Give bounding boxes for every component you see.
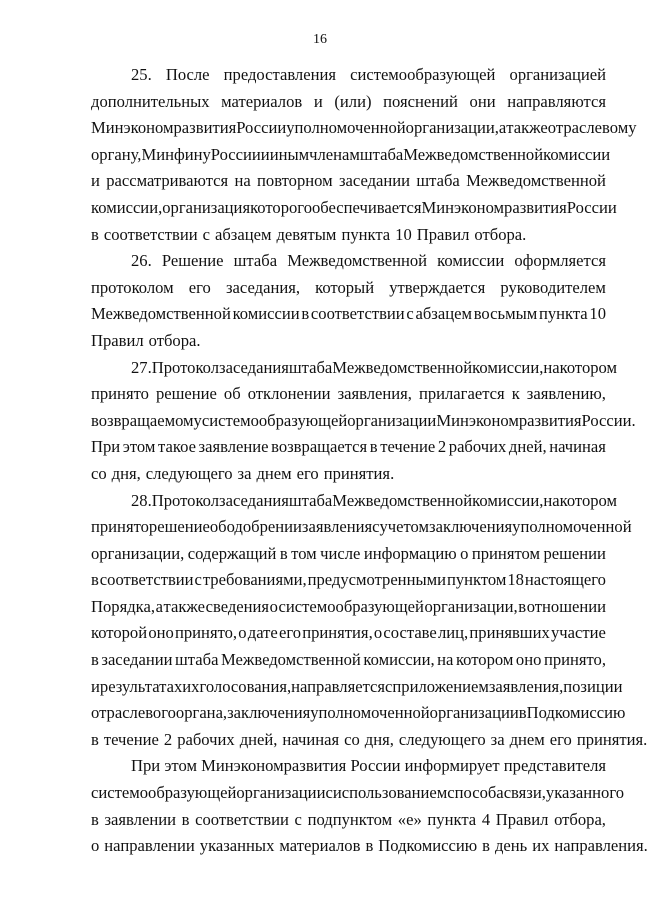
page-number: 16 [313,32,327,47]
text-line: принято решение об отклонении заявления, прилагается к заявлению, [91,384,606,404]
text-line: Правил отбора. [91,330,201,350]
text-line: 25. После предоставления системообразующей организацией [131,65,606,84]
text-line: При этом такое заявление возвращается в течение 2 рабочих дней, начиная [91,437,606,457]
document-body [91,62,648,860]
text-line: в заявлении в соответствии с подпунктом «е» пункта 4 Правил отбора, [91,809,606,829]
paragraph [91,488,648,754]
paragraph [91,248,606,354]
text-line: которой оно принято, о дате его принятия, о составе лиц, принявших участие [91,623,606,643]
text-line: При этом Минэкономразвития России информирует представителя [131,756,606,776]
text-line: отраслевого органа, заключения уполномоченной организации в Подкомиссию [91,703,626,723]
text-line: 28. Протокол заседания штаба Межведомственной комиссии, на котором [131,490,618,510]
paragraph [91,355,636,488]
text-line: 27. Протокол заседания штаба Межведомственной комиссии, на котором [131,357,618,377]
text-line: системообразующей организации с использованием способа связи, указанного [91,783,625,803]
text-line: и рассматриваются на повторном заседании штаба Межведомственной [91,171,606,191]
text-line: комиссии, организация которого обеспечивается Минэкономразвития России [91,197,617,217]
text-line: 26. Решение штаба Межведомственной комиссии оформляется [131,251,606,271]
text-line: Порядка, а также сведения о системообразующей организации, в отношении [91,596,606,616]
text-line: протоколом его заседания, который утверждается руководителем [91,277,606,297]
paragraph [91,62,637,248]
text-line: в соответствии с требованиями, предусмотренными пунктом 18 настоящего [91,570,606,590]
text-line: принято решение об одобрении заявления с учетом заключения уполномоченной [91,517,632,537]
text-line: и результатах их голосования, направляется с приложением заявления, позиции [91,676,623,696]
text-line: возвращаемому системообразующей организации Минэкономразвития России. [91,410,636,430]
text-line: Минэкономразвития России уполномоченной организации, а также отраслевому [91,118,637,138]
text-line: дополнительных материалов и (или) пояснений они направляются [91,91,606,111]
text-line: в течение 2 рабочих дней, начиная со дня, следующего за днем его принятия. [91,729,648,749]
text-line: в соответствии с абзацем девятым пункта 10 Правил отбора. [91,224,527,244]
text-line: со дня, следующего за днем его принятия. [91,463,395,483]
paragraph [91,753,648,859]
text-line: Межведомственной комиссии в соответствии с абзацем восьмым пункта 10 [91,304,606,324]
text-line: органу, Минфину России и иным членам штаба Межведомственной комиссии [91,144,611,164]
text-line: организации, содержащий в том числе информацию о принятом решении [91,543,606,563]
text-line: о направлении указанных материалов в Подкомиссию в день их направления. [91,836,648,856]
text-line: в заседании штаба Межведомственной комиссии, на котором оно принято, [91,650,606,670]
